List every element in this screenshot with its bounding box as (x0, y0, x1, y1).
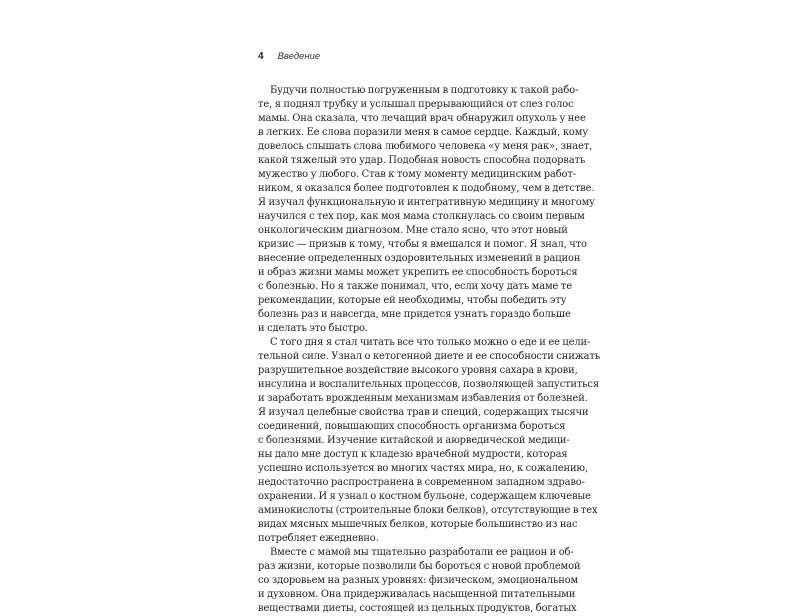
text-line: Будучи полностью погруженным в подготовку к такой рабо- (270, 85, 579, 96)
text-line: и сделать это быстро. (258, 323, 368, 334)
text-line: кризис — призыв к тому, чтобы я вмешался и помог. Я знал, что (258, 239, 587, 250)
paragraph (258, 336, 601, 546)
text-line: болезнь раз и навсегда, мне придется узнать гораздо больше (258, 309, 571, 320)
text-line: раз жизни, которые позволили бы бороться с новой проблемой (258, 561, 581, 572)
paragraph (258, 546, 581, 616)
text-line: те, я поднял трубку и услышал прерывающийся от слез голос (258, 99, 574, 110)
text-line: аминокислоты (строительные блоки белков), отсутствующие в тех (258, 505, 598, 516)
text-line: Я изучал функциональную и интегративную медицину и многому (258, 197, 595, 208)
text-line: рекомендации, которые ей необходимы, чтобы победить эту (258, 295, 567, 306)
text-line: разрушительное воздействие высокого уровня сахара в крови, (258, 365, 578, 376)
text-line: веществами диеты, состоящей из цельных продуктов, богатых (258, 603, 577, 614)
text-line: ны дало мне доступ к кладезю врачебной мудрости, которая (258, 449, 568, 460)
text-line: с болезнью. Но я также понимал, что, если хочу дать маме те (258, 281, 572, 292)
text-line: со здоровьем на разных уровнях: физическом, эмоциональном (258, 575, 579, 586)
page-number: 4 (258, 51, 264, 62)
text-line: внесение определенных оздоровительных изменений в рацион (258, 253, 581, 264)
text-line: видах мясных мышечных белков, которые большинство из нас (258, 519, 578, 530)
text-line: ником, я оказался более подготовлен к подобному, чем в детстве. (258, 183, 595, 194)
text-line: С того дня я стал читать все что только можно о еде и ее цели- (270, 337, 591, 348)
text-line: с болезнями. Изучение китайской и аюрведической медици- (258, 435, 570, 446)
text-line: тельной силе. Узнал о кетогенной диете и ее способности снижать (258, 351, 601, 362)
text-line: успешно используется во многих частях мира, но, к сожалению, (258, 463, 588, 474)
text-line: и образ жизни мамы может укрепить ее способность бороться (258, 267, 578, 278)
text-line: Я изучал целебные свойства трав и специй, содержащих тысячи (258, 407, 589, 418)
text-line: и духовном. Она придерживалась насыщенной питательными (258, 589, 576, 600)
text-line: охранении. И я узнал о костном бульоне, содержащем ключевые (258, 491, 591, 502)
text-line: недостаточно распространена в современном западном здраво- (258, 477, 585, 488)
text-line: довелось слышать слова любимого человека «у меня рак», знает, (258, 141, 593, 152)
text-line: научился с тех пор, как моя мама столкнулась со своим первым (258, 211, 585, 222)
text-line: мамы. Она сказала, что лечащий врач обнаружил опухоль у нее (258, 113, 586, 124)
text-line: потребляет ежедневно. (258, 533, 379, 544)
running-title: Введение (277, 51, 321, 62)
paragraph (258, 84, 595, 336)
text-line: и заработать врожденным механизмам избавления от болезней. (258, 393, 588, 404)
text-line: мужество у любого. Став к тому моменту медицинским работ- (258, 169, 576, 180)
text-line: инсулина и воспалительных процессов, позволяющей запуститься (258, 379, 599, 390)
text-line: соединений, повышающих способность организма бороться (258, 421, 566, 432)
page-header (258, 51, 320, 65)
text-line: Вместе с мамой мы тщательно разработали ее рацион и об- (270, 547, 574, 558)
text-line: в легких. Ее слова поразили меня в самое сердце. Каждый, кому (258, 127, 588, 138)
text-line: онкологическим диагнозом. Мне стало ясно, что этот новый (258, 225, 568, 236)
body-text (258, 84, 601, 616)
text-line: какой тяжелый это удар. Подобная новость способна подорвать (258, 155, 586, 166)
